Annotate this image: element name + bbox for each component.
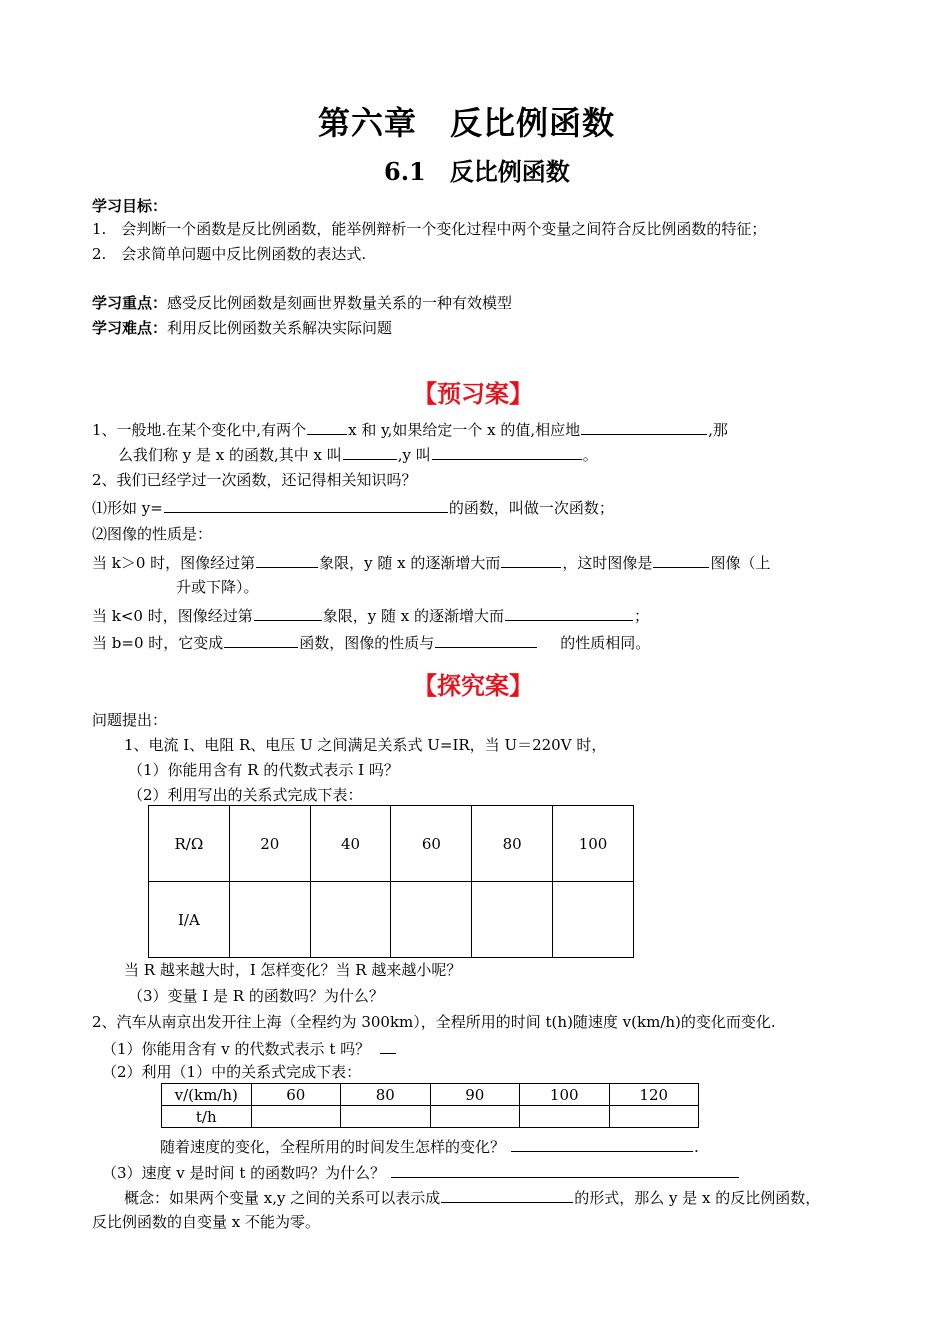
answer-blank[interactable] [653,552,709,568]
difficulty-label: 学习难点： [92,319,168,337]
preview-q2-2: ⑵图像的性质是： [92,525,213,543]
problem-1-note: 当 R 越来越大时，I 怎样变化？当 R 越来越小呢？ [124,961,462,979]
resistance-current-table [148,805,634,958]
problem-2-note [160,1136,699,1157]
answer-blank[interactable] [224,632,298,648]
q1-text-c: ,那 [708,421,728,439]
concept-line1 [124,1187,820,1208]
concept-text-a: 概念：如果两个变量 x,y 之间的关系可以表示成 [124,1189,441,1207]
k-pos-text-b: 象限，y 随 x 的逐渐增大而 [319,554,501,572]
table-answer-cell[interactable] [310,882,391,958]
objective-item-2: 2. 会求简单问题中反比例函数的表达式. [92,245,367,263]
table-row [149,806,634,882]
k-neg-text-b: 象限，y 随 x 的逐渐增大而 [322,607,504,625]
table-cell: 100 [520,1084,610,1106]
table-header-cell: v/(km/h) [162,1084,252,1106]
table-answer-cell[interactable] [341,1106,431,1128]
p2-note-text: 随着速度的变化，全程所用的时间发生怎样的变化？ [160,1138,506,1156]
table-row [162,1106,699,1128]
q1-text-a: 1、一般地.在某个变化中,有两个 [92,421,307,439]
problem-1-q1: （1）你能用含有 R 的代数式表示 I 吗？ [128,761,399,779]
q2-1-text-b: 的函数，叫做一次函数； [448,499,614,517]
k-pos-text-d: 图像（上 [710,554,771,572]
answer-blank[interactable] [164,497,448,513]
b0-text-b: 函数，图像的性质与 [299,634,435,652]
answer-blank[interactable] [435,632,537,648]
difficulty-text: 利用反比例函数关系解决实际问题 [167,319,393,337]
table-row [149,882,634,958]
table-answer-cell[interactable] [609,1106,699,1128]
problem-2-q3 [102,1162,740,1183]
table-header-cell: t/h [162,1106,252,1128]
problem-2-q2: （2）利用（1）中的关系式完成下表： [102,1063,362,1081]
q1-text-b: x 和 y,如果给定一个 x 的值,相应地 [348,421,581,439]
table-answer-cell[interactable] [391,882,472,958]
key-point-text: 感受反比例函数是刻画世界数量关系的一种有效模型 [167,294,513,312]
table-answer-cell[interactable] [520,1106,610,1128]
answer-blank[interactable] [501,552,561,568]
speed-time-table [161,1083,699,1128]
chapter-title: 第六章 反比例函数 [318,104,616,142]
answer-blank[interactable] [432,444,582,460]
k-neg-text-a: 当 k<0 时，图像经过第 [92,607,253,625]
key-point [92,293,512,313]
k-positive-line [92,552,770,573]
answer-blank[interactable] [581,419,707,435]
preview-heading: 【预习案】 [413,379,533,408]
q1-text-f: 。 [582,446,598,464]
answer-blank[interactable] [343,444,397,460]
answer-blank[interactable] [380,1038,396,1054]
p2-note-end: . [694,1138,699,1156]
objective-item-1: 1. 会判断一个函数是反比例函数，能举例辩析一个变化过程中两个变量之间符合反比例函数的特征； [92,220,767,238]
k-neg-text-c: ； [634,607,650,625]
p2-q3-text: （3）速度 v 是时间 t 的函数吗？为什么？ [102,1164,386,1182]
table-cell: 100 [553,806,634,882]
problem-1-q3: （3）变量 I 是 R 的函数吗？为什么？ [128,987,384,1005]
problem-2-q1 [102,1038,397,1059]
concept-line2: 反比例函数的自变量 x 不能为零。 [92,1213,320,1231]
k-positive-line2: 升或下降）。 [176,578,259,596]
table-cell: 60 [391,806,472,882]
table-cell: 80 [341,1084,431,1106]
explore-intro: 问题提出： [92,711,168,729]
answer-blank[interactable] [256,552,318,568]
table-cell: 60 [251,1084,341,1106]
k-pos-text-a: 当 k＞0 时，图像经过第 [92,554,256,572]
table-cell: 90 [430,1084,520,1106]
k-pos-text-c: ，这时图像是 [562,554,653,572]
q1-text-e: ,y 叫 [397,446,431,464]
section-title: 6.1 反比例函数 [384,157,570,186]
problem-1-q2: （2）利用写出的关系式完成下表： [128,786,363,804]
concept-text-b: 的形式，那么 y 是 x 的反比例函数， [574,1189,821,1207]
table-answer-cell[interactable] [430,1106,520,1128]
key-point-label: 学习重点： [92,294,168,312]
table-answer-cell[interactable] [251,1106,341,1128]
difficulty-point [92,318,392,338]
answer-blank[interactable] [505,605,633,621]
preview-q1-line1 [92,419,728,440]
table-cell: 20 [229,806,310,882]
table-header-cell: I/A [149,882,230,958]
explore-heading: 【探究案】 [413,671,533,700]
table-answer-cell[interactable] [229,882,310,958]
answer-blank[interactable] [391,1162,739,1178]
answer-blank[interactable] [511,1136,693,1152]
table-answer-cell[interactable] [472,882,553,958]
objectives-label: 学习目标： [92,197,168,215]
problem-1: 1、电流 I、电阻 R、电压 U 之间满足关系式 U=IR，当 U＝220V 时， [124,736,607,754]
q2-1-text-a: ⑴形如 y= [92,499,163,517]
table-cell: 80 [472,806,553,882]
p2-q1-text: （1）你能用含有 v 的代数式表示 t 吗？ [102,1040,371,1058]
q1-text-d: 么我们称 y 是 x 的函数,其中 x 叫 [118,446,342,464]
table-answer-cell[interactable] [553,882,634,958]
b0-text-c: 的性质相同。 [560,634,651,652]
preview-q2: 2、我们已经学过一次函数，还记得相关知识吗？ [92,471,417,489]
table-cell: 40 [310,806,391,882]
answer-blank[interactable] [254,605,322,621]
problem-2: 2、汽车从南京出发开往上海（全程约为 300km），全程所用的时间 t(h)随速度 v(km/h)的变化而变化. [92,1013,776,1031]
answer-blank[interactable] [307,419,347,435]
b-zero-line [92,632,650,653]
preview-q2-1 [92,497,614,518]
answer-blank[interactable] [441,1187,573,1203]
table-header-cell: R/Ω [149,806,230,882]
b0-text-a: 当 b=0 时，它变成 [92,634,224,652]
table-row [162,1084,699,1106]
k-negative-line [92,605,649,626]
preview-q1-line2 [118,444,598,465]
table-cell: 120 [609,1084,699,1106]
